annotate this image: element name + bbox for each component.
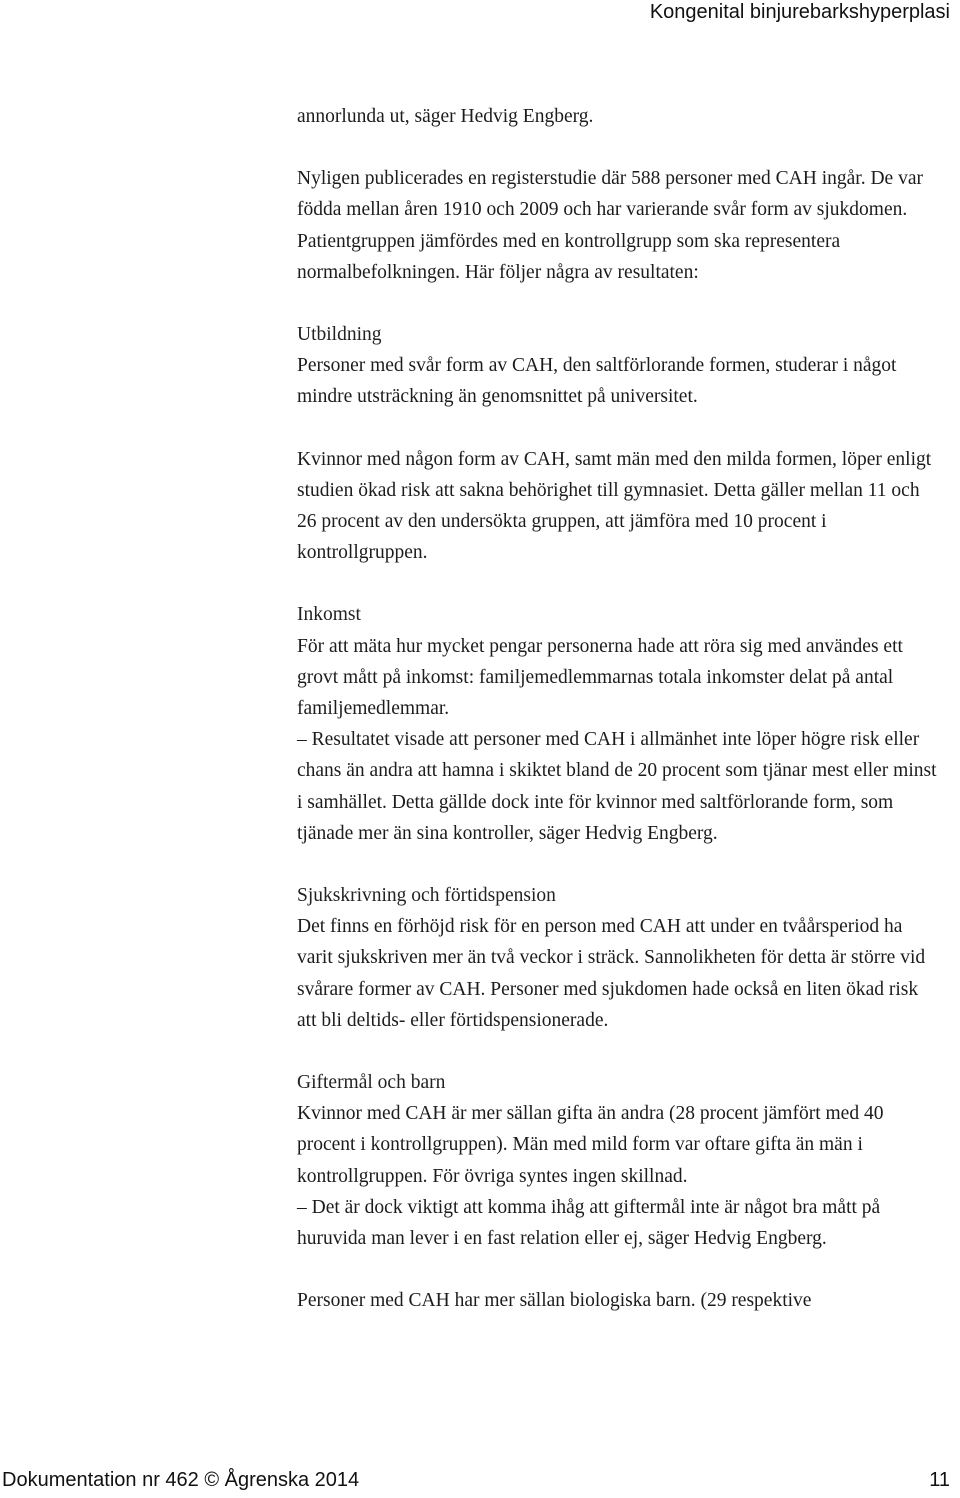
paragraph-inkomst-quote: – Resultatet visade att personer med CAH i allmänhet inte löper högre risk eller chans än andra att hamna i skiktet bland de 20 procent som tjänar mest eller minst i samhället. Detta gällde dock inte för kvinnor med saltförlorande form, som tjänade mer än sina kontroller, säger Hedvig Engberg. (297, 729, 937, 844)
paragraph-intro: annorlunda ut, säger Hedvig Engberg. (297, 106, 594, 127)
heading-utbildning: Utbildning (297, 324, 382, 346)
paragraph-sjukskrivning: Det finns en förhöjd risk för en person med CAH att under en tvåårsperiod ha varit sjukskriven mer än två veckor i sträck. Sannolikheten för detta är större vid svårare former av CAH. Personer med sjukdomen hade också en liten ökad risk att bli deltids- eller förtidspensionerade. (297, 916, 926, 1031)
paragraph-giftermal-1: Kvinnor med CAH är mer sällan gifta än andra (28 procent jämfört med 40 procent i kontrollgruppen). Män med mild form var oftare gifta än män i kontrollgruppen. För övriga syntes ingen skillnad. (297, 1103, 884, 1187)
heading-giftermal: Giftermål och barn (297, 1072, 446, 1094)
paragraph-barn: Personer med CAH har mer sällan biologiska barn. (29 respektive (297, 1290, 812, 1312)
paragraph-inkomst-1: För att mäta hur mycket pengar personerna hade att röra sig med användes ett grovt mått på inkomst: familjemedlemmarnas totala inkomster delat på antal familjemedlemmar. (297, 635, 903, 720)
paragraph-study: Nyligen publicerades en registerstudie där 588 personer med CAH ingår. De var födda mellan åren 1910 och 2009 och har varierande svår form av sjukdomen. Patientgruppen jämfördes med en kontrollgrupp som ska representera normalbefolkningen. Här följer några av resultaten: (297, 168, 923, 283)
running-header: Kongenital binjurebarkshyperplasi (649, 1, 950, 23)
article-body (297, 101, 937, 1317)
heading-inkomst: Inkomst (297, 604, 361, 626)
footer-publication: Dokumentation nr 462 © Ågrenska 2014 (2, 1469, 360, 1491)
paragraph-utbildning-1: Personer med svår form av CAH, den saltförlorande formen, studerar i något mindre utsträckning än genomsnittet på universitet. (297, 355, 897, 408)
paragraph-utbildning-2: Kvinnor med någon form av CAH, samt män med den milda formen, löper enligt studien ökad risk att sakna behörighet till gymnasiet. Detta gäller mellan 11 och 26 procent av den undersökta gruppen, att jämföra med 10 procent i kontrollgruppen. (297, 448, 932, 564)
page-number: 11 (929, 1469, 950, 1491)
heading-sjukskrivning: Sjukskrivning och förtidspension (297, 885, 556, 907)
paragraph-giftermal-quote: – Det är dock viktigt att komma ihåg att giftermål inte är något bra mått på huruvida man lever i en fast relation eller ej, säger Hedvig Engberg. (297, 1196, 881, 1250)
